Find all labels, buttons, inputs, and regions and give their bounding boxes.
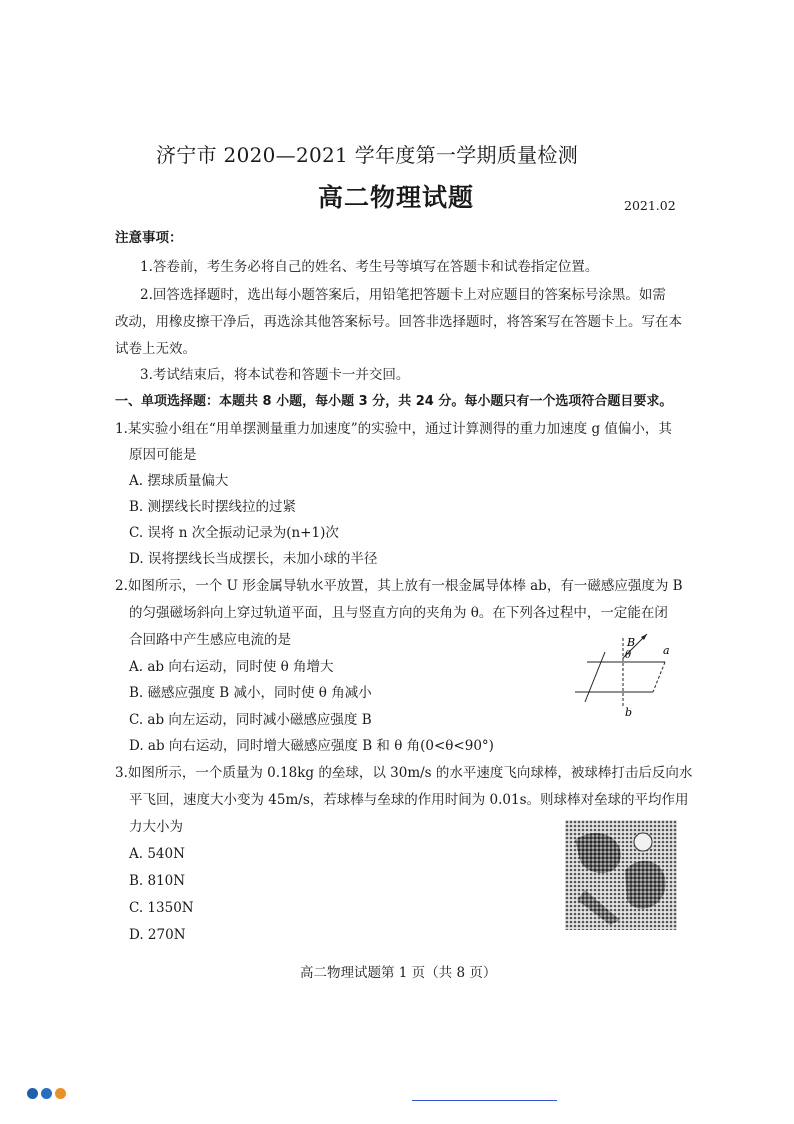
label-b-field: B <box>627 636 636 649</box>
note-item-2-line-3: 试卷上无效。 <box>115 341 196 357</box>
q3-stem-line-2: 平飞回，速度大小变为 45m/s，若球棒与垒球的作用时间为 0.01s。则球棒对垒球的平均作用 <box>129 792 689 808</box>
q3-baseball-photo <box>565 820 677 930</box>
brand-dot-3 <box>55 1088 66 1099</box>
q1-option-d: D. 误将摆线长当成摆长，未加小球的半径 <box>129 551 378 567</box>
note-item-1: 1.答卷前，考生务必将自己的姓名、考生号等填写在答题卡和试卷指定位置。 <box>140 259 599 275</box>
note-item-2-line-2: 改动，用橡皮擦干净后，再选涂其他答案标号。回答非选择题时，将答案写在答题卡上。写在本 <box>115 314 682 330</box>
q2-option-c: C. ab 向左运动，同时减小磁感应强度 B <box>129 712 372 728</box>
brand-dot-2 <box>41 1088 52 1099</box>
q2-rail-figure <box>565 628 685 720</box>
q3-option-c: C. 1350N <box>129 900 194 916</box>
q3-option-d: D. 270N <box>129 927 186 943</box>
q1-option-c: C. 误将 n 次全振动记录为(n+1)次 <box>129 525 339 541</box>
label-a: a <box>663 644 670 657</box>
label-b: b <box>625 706 633 719</box>
rail-left-line <box>585 652 605 702</box>
rail-right-dashed <box>653 662 665 692</box>
bottom-link-underline[interactable] <box>412 1100 557 1101</box>
q1-option-b: B. 测摆线长时摆线拉的过紧 <box>129 499 297 515</box>
q2-option-b: B. 磁感应强度 B 减小，同时使 θ 角减小 <box>129 685 372 701</box>
note-item-3: 3.考试结束后，将本试卷和答题卡一并交回。 <box>140 367 410 383</box>
q3-stem-line-3: 力大小为 <box>129 819 183 835</box>
q2-stem-line-3: 合回路中产生感应电流的是 <box>129 632 291 648</box>
note-item-2-line-1: 2.回答选择题时，选出每小题答案后，用铅笔把答题卡上对应题目的答案标号涂黑。如需 <box>140 287 666 303</box>
q1-stem-line-1: 1.某实验小组在“用单摆测量重力加速度”的实验中，通过计算测得的重力加速度 g 值偏小，其 <box>115 421 672 437</box>
exam-date: 2021.02 <box>624 198 676 213</box>
q1-stem-line-2: 原因可能是 <box>129 447 197 463</box>
brand-dots <box>27 1088 66 1099</box>
label-theta: θ <box>625 650 632 661</box>
q2-option-a: A. ab 向右运动，同时使 θ 角增大 <box>129 659 334 675</box>
notes-heading: 注意事项： <box>115 230 183 246</box>
exam-title: 济宁市 2020—2021 学年度第一学期质量检测 <box>156 143 579 167</box>
page-footer: 高二物理试题第 1 页（共 8 页） <box>300 965 497 981</box>
brand-dot-1 <box>27 1088 38 1099</box>
q1-option-a: A. 摆球质量偏大 <box>129 473 229 489</box>
q3-stem-line-1: 3.如图所示，一个质量为 0.18kg 的垒球，以 30m/s 的水平速度飞向球棒，被球棒打击后反向水 <box>115 765 693 781</box>
q3-option-a: A. 540N <box>129 846 185 862</box>
q2-stem-line-1: 2.如图所示，一个 U 形金属导轨水平放置，其上放有一根金属导体棒 ab，有一磁感应强度为 B <box>115 578 683 594</box>
q2-option-d: D. ab 向右运动，同时增大磁感应强度 B 和 θ 角(0<θ<90°) <box>129 738 494 754</box>
q2-stem-line-2: 的匀强磁场斜向上穿过轨道平面，且与竖直方向的夹角为 θ。在下列各过程中，一定能在闭 <box>129 605 668 621</box>
q3-option-b: B. 810N <box>129 873 186 889</box>
section-1-heading: 一、单项选择题：本题共 8 小题，每小题 3 分，共 24 分。每小题只有一个选项符合题目要求。 <box>115 394 673 409</box>
subject-title: 高二物理试题 <box>318 183 475 212</box>
